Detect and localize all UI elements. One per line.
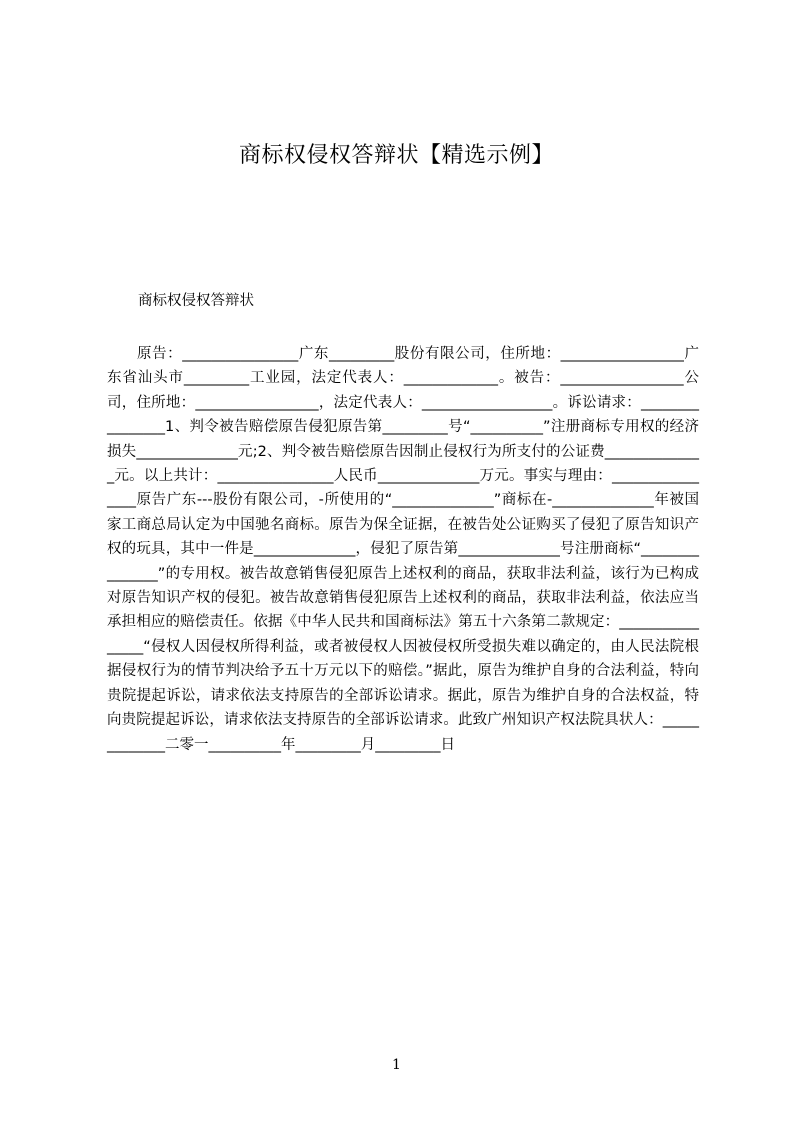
document-subtitle: 商标权侵权答辩状 [138,293,254,309]
document-title: 商标权侵权答辩状【精选示例】 [238,143,554,168]
page-number: 1 [392,1057,401,1073]
body-paragraph: 原告：________________广东_________股份有限公司，住所地：_________________广东省汕头市_________工业园，法定代表人：_____________。被告：_________________公司，住所地：_________________，法定代表人：__________________。诉讼请求：________________1、判令被告赔偿原告侵犯原告第_________号“__________”注册商标专用权的经济损失______________元;2、判令被告赔偿原告因制止侵权行为所支付的公证费______________元。以上共计：________________人民币______________万元。事实与理由：________________原告广东---股份有限公司，-所使用的“______________”商标在-______________年被国家工商总局认定为中国驰名商标。原告为保全证据，在被告处公证购买了侵犯了原告知识产权的玩具，其中一件是______________，侵犯了原告第______________号注册商标“_______________”的专用权。被告故意销售侵犯原告上述权利的商品，获取非法利益，该行为已构成对原告知识产权的侵犯。被告故意销售侵犯原告上述权利的商品，获取非法利益，依法应当承担相应的赔偿责任。依据《中华人民共和国商标法》第五十六条第二款规定：________________“侵权人因侵权所得利益，或者被侵权人因被侵权所受损失难以确定的，由人民法院根据侵权行为的情节判决给予五十万元以下的赔偿。”据此，原告为维护自身的合法利益，特向贵院提起诉讼，请求依法支持原告的全部诉讼请求。据此，原告为维护自身的合法权益，特向贵院提起诉讼，请求依法支持原告的全部诉讼请求。此致广州知识产权法院具状人：_____________二零一__________年_________月_________日 [107,346,699,753]
